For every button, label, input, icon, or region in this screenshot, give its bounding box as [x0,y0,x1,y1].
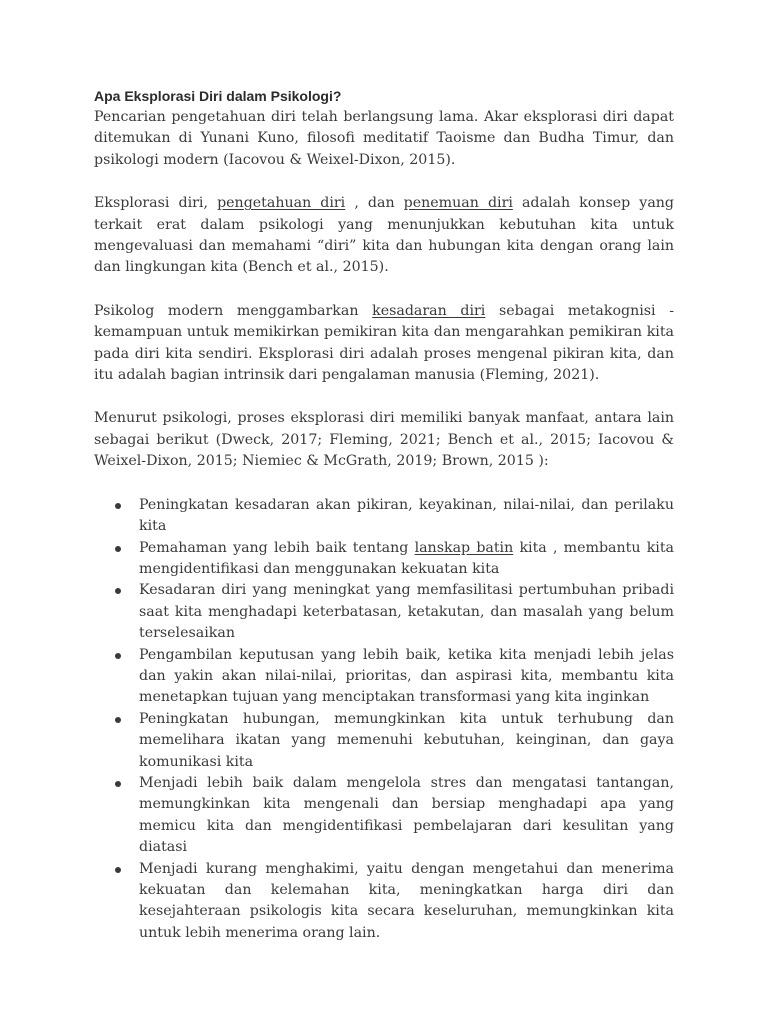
list-item-text: Menjadi lebih baik dalam mengelola stres dan mengatasi tantangan, memungkinkan kita mengenali dan bersiap menghadapi apa yang memicu kita dan mengidentifikasi pembelajaran dari kesulitan yang diatasi [139,774,674,856]
list-item [94,773,674,859]
list-item [94,495,674,538]
bullet-icon [115,503,121,509]
bullet-icon [115,781,121,787]
section-heading: Apa Eksplorasi Diri dalam Psikologi? [94,88,342,104]
paragraph-metacognition [94,301,674,387]
paragraph-definition [94,193,674,279]
list-item [94,859,674,945]
paragraph-benefits-intro: Menurut psikologi, proses eksplorasi diri memiliki banyak manfaat, antara lain sebagai berikut (Dweck, 2017; Fleming, 2021; Bench et al., 2015; Iacovou & Weixel-Dixon, 2015; Niemiec & McGrath, 2019; Brown, 2015 ): [94,410,674,470]
bullet-icon [115,588,121,594]
paragraph-text: adalah konsep yang terkait erat dalam psikologi yang menunjukkan kebutuhan kita untuk mengevaluasi dan memahami “diri” kita dan hubungan kita dengan orang lain dan lingkungan kita (Bench et al., 2015). [94,195,674,276]
list-item [94,645,674,709]
list-item [94,580,674,644]
paragraph-text: Psikolog modern menggambarkan [94,302,373,319]
bullet-icon [115,867,121,873]
benefits-list [94,495,674,945]
link-kesadaran-diri[interactable]: kesadaran diri [372,302,486,319]
paragraph-text: Eksplorasi diri, [94,195,218,212]
link-lanskap-batin[interactable]: lanskap batin [414,539,514,556]
paragraph-text: , dan [345,195,404,212]
list-item-text: Menjadi kurang menghakimi, yaitu dengan mengetahui dan menerima kekuatan dan kelemahan kita, meningkatkan harga diri dan kesejahteraan psikologis kita secara keseluruhan, memungkinkan kita untuk lebih menerima orang lain. [139,860,674,941]
list-item-text: Pemahaman yang lebih baik tentang [139,539,415,556]
list-item [94,538,674,581]
bullet-icon [115,717,121,723]
paragraph-intro: Pencarian pengetahuan diri telah berlangsung lama. Akar eksplorasi diri dapat ditemukan di Yunani Kuno, filosofi meditatif Taoisme dan Budha Timur, dan psikologi modern (Iacovou & Weixel-Dixon, 2015). [94,109,674,168]
list-item-text: Pengambilan keputusan yang lebih baik, ketika kita menjadi lebih jelas dan yakin akan nilai-nilai, prioritas, dan aspirasi kita, membantu kita menetapkan tujuan yang menciptakan transformasi yang kita inginkan [139,646,674,706]
link-pengetahuan-diri[interactable]: pengetahuan diri [217,195,346,212]
bullet-icon [115,546,121,552]
list-item-text: Kesadaran diri yang meningkat yang memfasilitasi pertumbuhan pribadi saat kita menghadapi keterbatasan, ketakutan, dan masalah yang belum terselesaikan [139,582,674,642]
list-item [94,709,674,773]
bullet-icon [115,653,121,659]
list-item-text: kita , membantu kita mengidentifikasi dan menggunakan kekuatan kita [139,539,674,577]
link-penemuan-diri[interactable]: penemuan diri [403,195,513,212]
list-item-text: Peningkatan kesadaran akan pikiran, keyakinan, nilai-nilai, dan perilaku kita [139,496,674,535]
list-item-text: Peningkatan hubungan, memungkinkan kita untuk terhubung dan memelihara ikatan yang memenuhi kebutuhan, keinginan, dan gaya komunikasi kita [139,710,674,770]
paragraph-text: sebagai metakognisi - kemampuan untuk memikirkan pemikiran kita dan mengarahkan pemikiran kita pada diri kita sendiri. Eksplorasi diri adalah proses mengenal pikiran kita, dan itu adalah bagian intrinsik dari pengalaman manusia (Fleming, 2021). [94,302,674,384]
document-page [94,86,674,944]
